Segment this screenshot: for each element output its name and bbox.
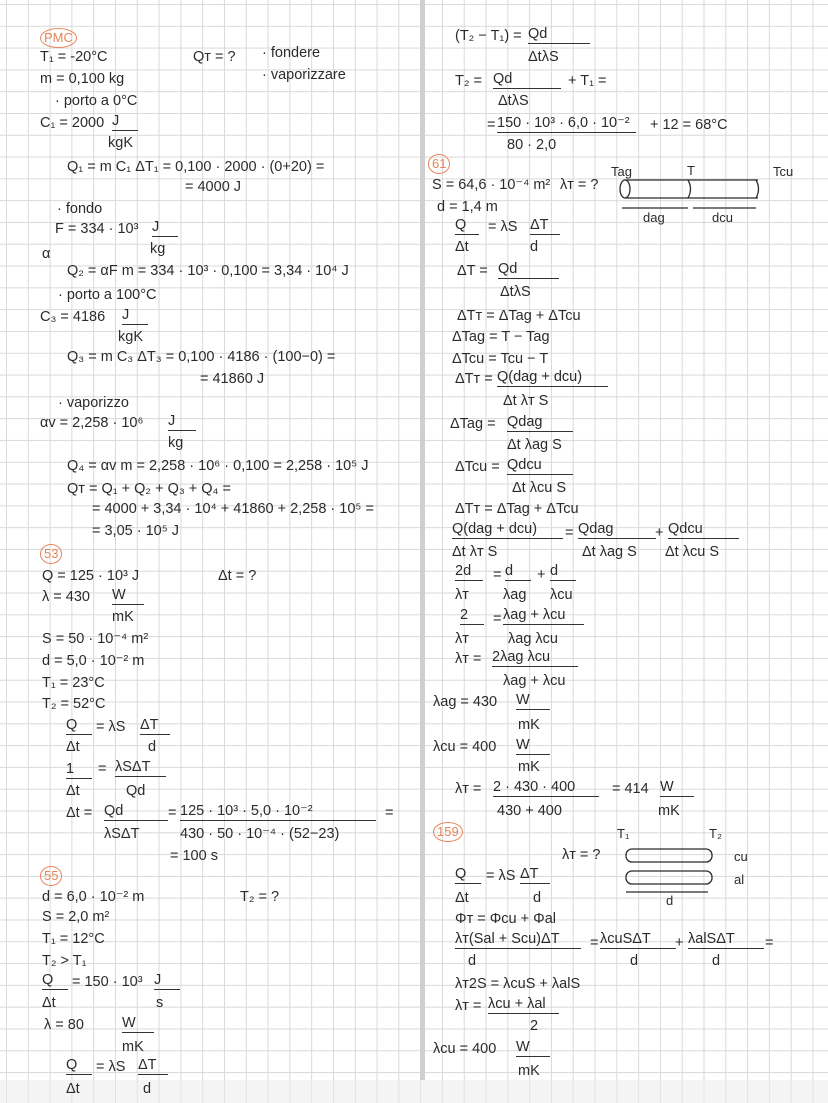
label-t: T <box>687 163 695 178</box>
right-note-text: λᴛ2S = λcuS + λalS <box>455 976 581 992</box>
left-note-text: αv = 2,258 · 10⁶ <box>40 415 144 431</box>
left-note-text: C₁ = 2000 <box>40 115 105 131</box>
right-note-text: Δt λag S <box>507 437 562 453</box>
left-note-text: S = 2,0 m² <box>42 909 110 925</box>
right-note-text: λcu = 400 <box>433 739 497 755</box>
right-note-fraction-numerator: W <box>660 778 694 797</box>
left-note-text: mK <box>122 1039 144 1055</box>
left-note-text: Δt <box>42 995 56 1011</box>
left-note-text: kg <box>168 435 184 451</box>
left-note-text: = 4000 J <box>185 179 242 195</box>
right-note-text: 2 <box>530 1018 539 1034</box>
label-t1: T₁ <box>617 826 630 841</box>
left-note-text: T₂ = ? <box>240 889 280 905</box>
right-note-fraction-numerator: λag + λcu <box>503 606 584 625</box>
left-note-text: Δt = <box>66 805 93 821</box>
left-note-text: λ = 80 <box>44 1017 84 1033</box>
right-note-text: = λS <box>486 868 516 884</box>
left-note-fraction-numerator: J <box>122 306 148 325</box>
right-note-text: λᴛ <box>455 587 469 603</box>
right-note-fraction-numerator: 2λag λcu <box>492 648 578 667</box>
left-note-text: λSΔT <box>104 826 140 842</box>
right-note-text: ΔTᴛ = ΔTag + ΔTcu <box>455 501 579 517</box>
right-note-text: λᴛ <box>455 631 469 647</box>
right-note-text: ΔTag = T − Tag <box>452 329 550 345</box>
left-note-text: = 100 s <box>170 848 218 864</box>
left-note-text: = <box>98 761 107 777</box>
left-note-text: = λS <box>96 719 126 735</box>
right-note-fraction-numerator: Q <box>455 216 479 235</box>
left-note-text: Δt <box>66 783 80 799</box>
right-note-text: ΔTag = <box>450 416 496 432</box>
left-note-fraction-numerator: W <box>122 1014 154 1033</box>
right-note-text: + <box>675 935 684 951</box>
right-note-text: = <box>493 611 502 627</box>
label-dag: dag <box>643 210 665 225</box>
right-note-fraction-numerator: Q(dag + dcu) <box>497 368 608 387</box>
rod-end <box>620 180 630 198</box>
left-note-fraction-numerator: Q <box>66 716 92 735</box>
left-note-text: = <box>385 805 394 821</box>
right-note-fraction-numerator: 2 · 430 · 400 <box>493 778 599 797</box>
right-note-fraction-numerator: Qdag <box>578 520 656 539</box>
right-note-text: = <box>590 935 599 951</box>
right-note-fraction-numerator: λalSΔT <box>688 930 764 949</box>
right-note-fraction-numerator: λᴛ(Sal + Scu)ΔT <box>455 930 581 949</box>
right-note-text: S = 64,6 · 10⁻⁴ m² <box>432 177 551 193</box>
right-note-text: Δt <box>455 890 469 906</box>
exercise-number-badge: 53 <box>40 544 62 564</box>
right-note-text: = <box>487 117 496 133</box>
right-note-text: Δt λag S <box>582 544 637 560</box>
left-note-text: · porto a 100°C <box>58 287 157 303</box>
left-note-text: kg <box>150 241 166 257</box>
left-note-text: F = 334 · 10³ <box>55 221 139 237</box>
right-note-fraction-numerator: 2d <box>455 562 483 581</box>
left-note-fraction-numerator: Q <box>42 971 68 990</box>
right-note-text: ΔtλS <box>500 284 531 300</box>
left-note-fraction-numerator: Q <box>66 1056 92 1075</box>
right-note-text: ΔTᴛ = <box>455 371 493 387</box>
right-note-fraction-numerator: W <box>516 736 550 755</box>
left-note-text: · fondere <box>262 45 321 61</box>
right-note-fraction-numerator: Qdag <box>507 413 573 432</box>
left-note-text: Qᴛ = Q₁ + Q₂ + Q₃ + Q₄ = <box>67 481 231 497</box>
right-note-text: 80 · 2,0 <box>507 137 557 153</box>
exercise-number-badge: 159 <box>433 822 463 842</box>
label-tcu: Tcu <box>773 164 794 179</box>
right-note-text: λᴛ = <box>455 651 482 667</box>
right-note-text: Δt λcu S <box>665 544 720 560</box>
label-cu: cu <box>734 849 748 864</box>
right-note-text: λag λcu <box>508 631 558 647</box>
right-note-text: d <box>468 953 477 969</box>
rod-cu <box>626 849 712 862</box>
left-note-text: m = 0,100 kg <box>40 71 125 87</box>
exercise-number-badge: 55 <box>40 866 62 886</box>
right-note-text: = <box>765 935 774 951</box>
label-dcu: dcu <box>712 210 733 225</box>
right-note-text: ΔtλS <box>498 93 529 109</box>
right-note-text: T₂ = <box>455 73 482 89</box>
left-note-fraction-numerator: ΔT <box>140 716 170 735</box>
left-note-text: Δt = ? <box>218 568 257 584</box>
left-note-fraction-numerator: J <box>152 218 178 237</box>
left-note-text: = <box>168 805 177 821</box>
left-note-text: = 4000 + 3,34 · 10⁴ + 41860 + 2,258 · 10⁵ = <box>92 501 374 517</box>
right-note-fraction-numerator: d <box>505 562 531 581</box>
right-note-text: d <box>530 239 539 255</box>
left-note-fraction-numerator: J <box>168 412 196 431</box>
right-note-fraction-numerator: Qd <box>498 260 559 279</box>
right-note-text: d <box>533 890 542 906</box>
left-note-text: d <box>148 739 157 755</box>
right-note-text: = <box>565 525 574 541</box>
right-note-text: mK <box>518 1063 540 1079</box>
left-note-fraction-numerator: W <box>112 586 144 605</box>
right-note-text: λcu = 400 <box>433 1041 497 1057</box>
left-note-text: α <box>42 246 51 262</box>
right-note-text: ΔTᴛ = ΔTag + ΔTcu <box>457 308 581 324</box>
right-note-text: ΔT = <box>457 263 488 279</box>
right-note-text: λag <box>503 587 527 603</box>
left-note-text: mK <box>112 609 134 625</box>
left-note-text: Q₂ = αF m = 334 · 10³ · 0,100 = 3,34 · 10⁴ J <box>67 263 349 279</box>
right-note-text: ΔTcu = <box>455 459 500 475</box>
label-d: d <box>666 893 674 908</box>
left-note-text: 430 · 50 · 10⁻⁴ · (52−23) <box>180 826 340 842</box>
left-note-text: T₁ = 23°C <box>42 675 105 691</box>
right-note-fraction-numerator: 150 · 10³ · 6,0 · 10⁻² <box>497 114 636 133</box>
left-note-text: Qᴛ = ? <box>193 49 236 65</box>
right-note-text: λag + λcu <box>503 673 566 689</box>
left-note-fraction-numerator: λSΔT <box>115 758 166 777</box>
right-note-fraction-numerator: Qdcu <box>507 456 573 475</box>
left-note-fraction-numerator: J <box>154 971 180 990</box>
left-note-text: T₂ = 52°C <box>42 696 106 712</box>
right-note-text: = λS <box>488 219 518 235</box>
right-note-fraction-numerator: Qdcu <box>668 520 739 539</box>
right-note-text: ΔtλS <box>528 49 559 65</box>
right-note-text: Δt λᴛ S <box>452 544 498 560</box>
right-note-text: mK <box>518 717 540 733</box>
left-note-fraction-numerator: 125 · 10³ · 5,0 · 10⁻² <box>180 802 376 821</box>
right-note-text: λᴛ = <box>455 998 482 1014</box>
right-note-text: mK <box>658 803 680 819</box>
left-note-fraction-numerator: Qd <box>104 802 168 821</box>
right-note-text: = 414 <box>612 781 649 797</box>
right-note-text: d = 1,4 m <box>437 199 498 215</box>
right-note-fraction-numerator: W <box>516 1038 550 1057</box>
left-note-text: T₁ = 12°C <box>42 931 105 947</box>
left-note-text: kgK <box>118 329 143 345</box>
rod-junction <box>688 180 691 198</box>
left-note-text: = 41860 J <box>200 371 265 387</box>
right-note-text: + <box>537 567 546 583</box>
label-tag: Tag <box>611 164 632 179</box>
rod-end <box>756 180 759 198</box>
left-note-text: Q₄ = αv m = 2,258 · 10⁶ · 0,100 = 2,258 · 10⁵ J <box>67 458 369 474</box>
right-note-text: λᴛ = <box>455 781 482 797</box>
exercise-number-badge: PMC <box>40 28 77 48</box>
left-note-text: Δt <box>66 739 80 755</box>
left-note-text: · vaporizzo <box>58 395 129 411</box>
rod-diagram-61 <box>611 163 793 225</box>
left-note-text: d <box>143 1081 152 1097</box>
left-note-text: s <box>156 995 164 1011</box>
label-t2: T₂ <box>709 826 722 841</box>
right-note-text: + T₁ = <box>568 73 607 89</box>
right-note-fraction-numerator: ΔT <box>520 865 550 884</box>
right-note-fraction-numerator: Q <box>455 865 481 884</box>
left-note-text: · vaporizzare <box>262 67 346 83</box>
right-note-text: Δt λcu S <box>512 480 567 496</box>
right-note-text: d <box>630 953 639 969</box>
label-al: al <box>734 872 745 887</box>
left-note-text: = λS <box>96 1059 126 1075</box>
left-note-fraction-numerator: 1 <box>66 760 92 779</box>
left-note-text: Q₃ = m C₃ ΔT₃ = 0,100 · 4186 · (100−0) = <box>67 349 336 365</box>
right-note-fraction-numerator: W <box>516 691 550 710</box>
left-note-text: S = 50 · 10⁻⁴ m² <box>42 631 149 647</box>
right-note-text: Φᴛ = Φcu + Φal <box>455 911 556 927</box>
left-note-text: T₂ > T₁ <box>42 953 87 969</box>
left-note-text: d = 5,0 · 10⁻² m <box>42 653 145 669</box>
right-note-text: λᴛ = ? <box>560 177 599 193</box>
left-note-text: Qd <box>126 783 146 799</box>
right-note-text: λᴛ = ? <box>562 847 601 863</box>
right-note-fraction-numerator: λcu + λal <box>488 995 559 1014</box>
right-note-fraction-numerator: λcuSΔT <box>600 930 676 949</box>
right-note-fraction-numerator: Q(dag + dcu) <box>452 520 563 539</box>
left-note-text: = 150 · 10³ <box>72 974 143 990</box>
right-note-text: + <box>655 525 664 541</box>
left-note-fraction-numerator: ΔT <box>138 1056 168 1075</box>
rod-diagram-159 <box>617 826 748 908</box>
left-note-text: Δt <box>66 1081 80 1097</box>
left-note-text: · porto a 0°C <box>55 93 138 109</box>
right-note-fraction-numerator: d <box>550 562 576 581</box>
left-note-text: Q = 125 · 10³ J <box>42 568 140 584</box>
right-note-fraction-numerator: Qd <box>493 70 561 89</box>
left-note-text: kgK <box>108 135 133 151</box>
right-note-fraction-numerator: Qd <box>528 25 590 44</box>
left-note-text: Q₁ = m C₁ ΔT₁ = 0,100 · 2000 · (0+20) = <box>67 159 325 175</box>
right-note-text: 430 + 400 <box>497 803 562 819</box>
left-note-text: d = 6,0 · 10⁻² m <box>42 889 145 905</box>
right-note-text: ΔTcu = Tcu − T <box>452 351 549 367</box>
right-note-text: Δt λᴛ S <box>503 393 549 409</box>
left-note-text: T₁ = -20°C <box>40 49 108 65</box>
right-note-text: + 12 = 68°C <box>650 117 728 133</box>
right-note-fraction-numerator: ΔT <box>530 216 560 235</box>
rod-al <box>626 871 712 884</box>
right-note-text: λcu <box>550 587 573 603</box>
left-note-text: = 3,05 · 10⁵ J <box>92 523 180 539</box>
left-note-text: C₃ = 4186 <box>40 309 106 325</box>
exercise-number-badge: 61 <box>428 154 450 174</box>
right-note-text: Δt <box>455 239 469 255</box>
left-note-text: · fondo <box>57 201 103 217</box>
right-note-text: λag = 430 <box>433 694 498 710</box>
left-note-text: λ = 430 <box>42 589 90 605</box>
right-note-fraction-numerator: 2 <box>460 606 484 625</box>
left-note-fraction-numerator: J <box>112 112 138 131</box>
right-note-text: (T₂ − T₁) = <box>455 28 522 44</box>
right-note-text: mK <box>518 759 540 775</box>
right-note-text: d <box>712 953 721 969</box>
right-note-text: = <box>493 567 502 583</box>
